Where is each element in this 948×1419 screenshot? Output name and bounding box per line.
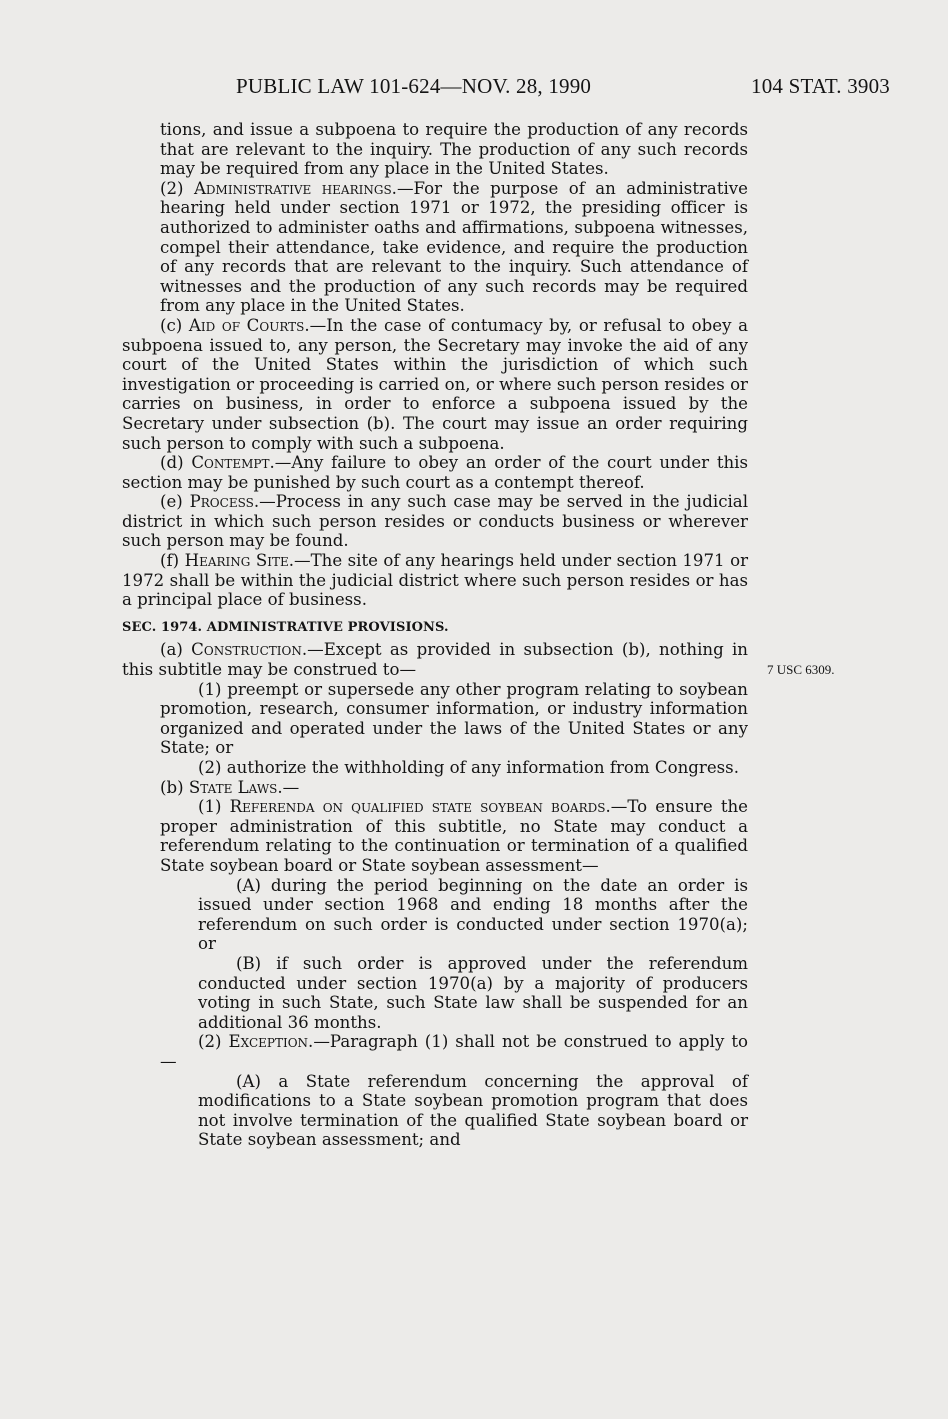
- subsection-text: —: [282, 777, 300, 797]
- subsection-heading: Hearing Site.: [184, 551, 294, 571]
- para-number: (2): [160, 178, 184, 198]
- subsection-text: —In the case of contumacy by, or refusal to obey a subpoena issued to, any person, the Secretary may invoke the aid of any court of the United States within the jurisdiction of which such investigation or proceeding is carried on, or where such person resides or carries on business, in order to enforce a subpoena issued by the Secretary under subsection (b). The court may issue an order requiring such person to comply with such a subpoena.: [122, 315, 748, 453]
- para-heading: Referenda on qualified state soybean boards.: [229, 797, 611, 817]
- para-text: —To ensure the proper administration of this subtitle, no State may conduct a referendum relating to the continuation or termination of a qualified State soybean board or State soybean assessment—: [160, 797, 748, 875]
- paragraph-a2: [122, 758, 748, 778]
- para-number: (2): [198, 1032, 222, 1052]
- subsection-number: (e): [160, 492, 183, 512]
- subsection-a-construction: [122, 640, 748, 679]
- subparagraph-text: (A) during the period beginning on the date an order is issued under section 1968 and ending 18 months after the referendum on such order is conducted under section 1970(a); or: [198, 875, 748, 954]
- para-heading: Administrative hearings.: [193, 178, 397, 198]
- subsection-text: —The site of any hearings held under section 1971 or 1972 shall be within the judicial district where such person resides or has a principal place of business.: [122, 551, 748, 610]
- subparagraph-text: (A) a State referendum concerning the approval of modifications to a State soybean promotion program that does not involve termination of the qualified State soybean board or State soybean assessment; and: [198, 1071, 748, 1150]
- subparagraph-text: (B) if such order is approved under the referendum conducted under section 1970(a) by a majority of producers voting in such State, such State law shall be suspended for an additional 36 months.: [198, 953, 748, 1032]
- section-heading: SEC. 1974. ADMINISTRATIVE PROVISIONS.: [122, 619, 449, 635]
- para-text: —Paragraph (1) shall not be construed to apply to—: [160, 1032, 748, 1071]
- subsection-heading: Construction.: [191, 640, 308, 660]
- subparagraph-b1A: [122, 876, 748, 954]
- paragraph-2-administrative-hearings: [122, 179, 748, 316]
- paragraph-text: (2) authorize the withholding of any information from Congress.: [198, 758, 739, 777]
- para-heading: Exception.: [228, 1032, 314, 1052]
- subsection-c-aid-of-courts: [122, 316, 748, 453]
- paragraph-b2-exception: [122, 1032, 748, 1071]
- page-header: [236, 74, 890, 102]
- paragraph-text: (1) preempt or supersede any other program relating to soybean promotion, research, consumer information, or industry information organized and operated under the laws of the United States or any State; or: [160, 679, 748, 758]
- subsection-heading: State Laws.: [188, 777, 283, 797]
- subsection-heading: Aid of Courts.: [188, 315, 310, 335]
- para-text: —For the purpose of an administrative hearing held under section 1971 or 1972, the presiding officer is authorized to administer oaths and affirmations, subpoena witnesses, compel their attendance, take evidence, and require the production of any records that are relevant to the inquiry. Such attendance of witnesses and the production of any such records may be required from any place in the United States.: [160, 178, 748, 316]
- paragraph-b1-referenda: [122, 797, 748, 875]
- subsection-number: (d): [160, 453, 184, 473]
- subparagraph-b2A: [122, 1072, 748, 1150]
- subparagraph-b1B: [122, 954, 748, 1032]
- subsection-heading: Process.: [189, 492, 260, 512]
- subsection-text: —Process in any such case may be served in the judicial district in which such person resides or conducts business or wherever such person may be found.: [122, 492, 748, 551]
- header-law-citation: PUBLIC LAW 101-624—NOV. 28, 1990: [236, 74, 592, 98]
- paragraph-continuation: tions, and issue a subpoena to require the production of any records that are relevant to the inquiry. The production of any such records may be required from any place in the United States.: [160, 120, 748, 179]
- subsection-heading: Contempt.: [191, 453, 275, 473]
- para-number: (1): [198, 797, 222, 817]
- subsection-text: —Any failure to obey an order of the court under this section may be punished by such court as a contempt thereof.: [122, 453, 749, 492]
- subsection-f-hearing-site: [122, 551, 748, 610]
- subsection-e-process: [122, 492, 748, 551]
- subsection-d-contempt: [122, 453, 748, 492]
- header-stat-page: 104 STAT. 3903: [751, 74, 890, 98]
- paragraph-a1: [122, 680, 748, 758]
- subsection-number: (c): [160, 315, 183, 335]
- subsection-b-state-laws: [122, 778, 748, 798]
- document-body: [122, 120, 748, 1150]
- subsection-number: (f): [160, 551, 180, 571]
- subsection-text: —Except as provided in subsection (b), nothing in this subtitle may be construed to—: [122, 640, 748, 680]
- subsection-number: (a): [160, 640, 183, 660]
- subsection-number: (b): [160, 777, 184, 797]
- margin-note-usc: 7 USC 6309.: [767, 662, 835, 677]
